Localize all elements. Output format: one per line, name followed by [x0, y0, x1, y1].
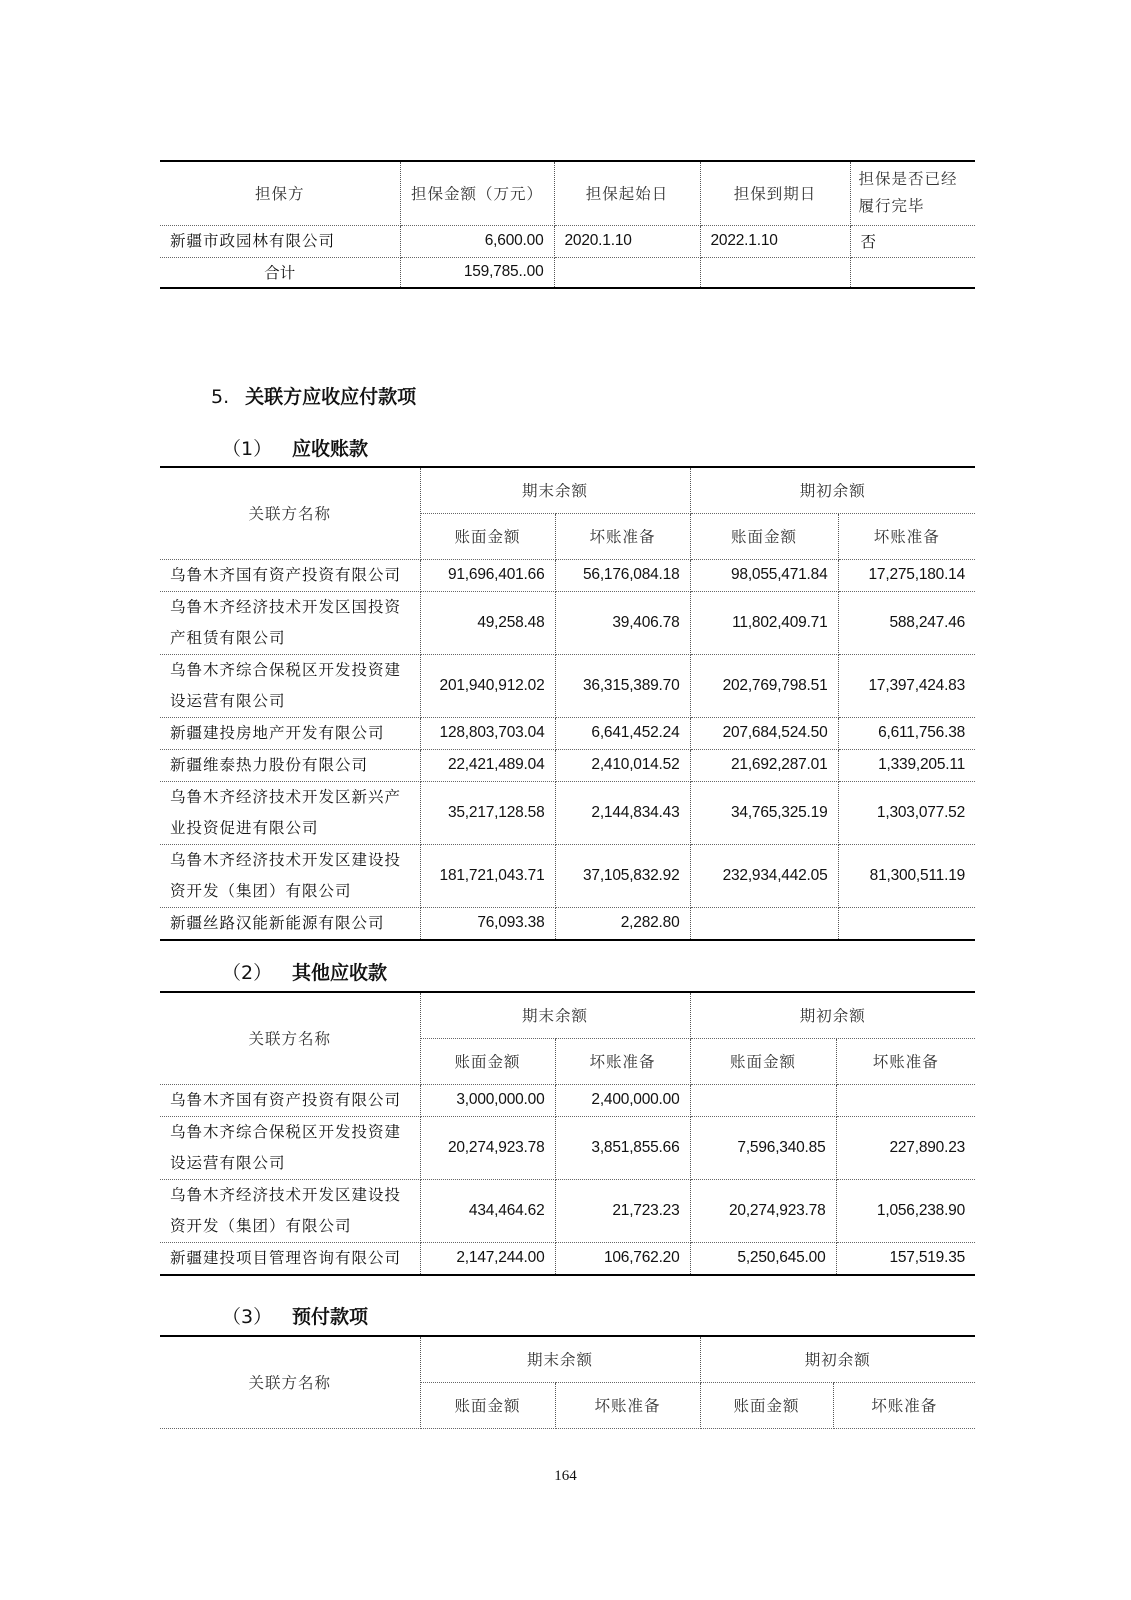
closing-book-amount: 128,803,703.04 — [420, 717, 555, 749]
related-party-name: 新疆丝路汉能新能源有限公司 — [160, 907, 420, 940]
opening-bad-debt: 81,300,511.19 — [838, 844, 975, 907]
table-row — [160, 844, 975, 907]
section-number: 5. — [211, 386, 230, 408]
related-party-name: 乌鲁木齐经济技术开发区新兴产业投资促进有限公司 — [160, 781, 420, 844]
guarantee-start: 2020.1.10 — [554, 225, 700, 257]
header-start-date: 担保起始日 — [554, 161, 700, 225]
closing-book-amount: 35,217,128.58 — [420, 781, 555, 844]
header-closing-balance: 期末余额 — [420, 1336, 700, 1382]
header-closing-bad-debt: 坏账准备 — [555, 1038, 690, 1084]
opening-book-amount — [690, 907, 838, 940]
subsection-number: （1） — [222, 438, 273, 460]
closing-book-amount: 76,093.38 — [420, 907, 555, 940]
related-party-name: 乌鲁木齐国有资产投资有限公司 — [160, 1084, 420, 1116]
header-opening-balance: 期初余额 — [690, 467, 975, 513]
related-party-name: 乌鲁木齐经济技术开发区建设投资开发（集团）有限公司 — [160, 1179, 420, 1242]
closing-book-amount: 2,147,244.00 — [420, 1242, 555, 1275]
guarantee-table — [160, 160, 975, 289]
header-opening-balance: 期初余额 — [700, 1336, 975, 1382]
related-party-name: 新疆维泰热力股份有限公司 — [160, 749, 420, 781]
related-party-name: 乌鲁木齐经济技术开发区国投资产租赁有限公司 — [160, 591, 420, 654]
closing-bad-debt: 2,144,834.43 — [555, 781, 690, 844]
closing-book-amount: 181,721,043.71 — [420, 844, 555, 907]
prepayments-table — [160, 1335, 975, 1429]
closing-bad-debt: 106,762.20 — [555, 1242, 690, 1275]
opening-bad-debt: 1,339,205.11 — [838, 749, 975, 781]
subsection-title: 预付款项 — [292, 1306, 369, 1328]
opening-bad-debt: 6,611,756.38 — [838, 717, 975, 749]
table-row — [160, 1084, 975, 1116]
closing-bad-debt: 2,410,014.52 — [555, 749, 690, 781]
closing-book-amount: 20,274,923.78 — [420, 1116, 555, 1179]
closing-bad-debt: 39,406.78 — [555, 591, 690, 654]
opening-bad-debt: 17,275,180.14 — [838, 559, 975, 591]
closing-book-amount: 22,421,489.04 — [420, 749, 555, 781]
opening-bad-debt: 17,397,424.83 — [838, 654, 975, 717]
header-end-date: 担保到期日 — [700, 161, 850, 225]
header-related-party: 关联方名称 — [160, 992, 420, 1084]
opening-book-amount: 34,765,325.19 — [690, 781, 838, 844]
related-party-name: 新疆建投房地产开发有限公司 — [160, 717, 420, 749]
opening-bad-debt: 588,247.46 — [838, 591, 975, 654]
section-heading — [211, 382, 416, 409]
table-row — [160, 717, 975, 749]
table-row — [160, 591, 975, 654]
page-number: 164 — [554, 1468, 577, 1484]
table-row — [160, 559, 975, 591]
receivables-table — [160, 466, 975, 941]
closing-bad-debt: 3,851,855.66 — [555, 1116, 690, 1179]
section-title: 关联方应收应付款项 — [245, 386, 417, 408]
header-opening-balance: 期初余额 — [690, 992, 975, 1038]
opening-book-amount: 232,934,442.05 — [690, 844, 838, 907]
opening-bad-debt — [836, 1084, 975, 1116]
closing-bad-debt: 37,105,832.92 — [555, 844, 690, 907]
subsection-heading-prepayments — [222, 1302, 368, 1329]
opening-bad-debt: 1,056,238.90 — [836, 1179, 975, 1242]
table-row — [160, 1242, 975, 1275]
opening-book-amount: 11,802,409.71 — [690, 591, 838, 654]
guarantee-amount: 6,600.00 — [400, 225, 554, 257]
opening-book-amount: 21,692,287.01 — [690, 749, 838, 781]
total-row — [160, 257, 975, 288]
related-party-name: 乌鲁木齐综合保税区开发投资建设运营有限公司 — [160, 654, 420, 717]
opening-bad-debt — [838, 907, 975, 940]
subsection-heading-other-receivables — [222, 958, 387, 985]
header-opening-bad-debt: 坏账准备 — [836, 1038, 975, 1084]
header-opening-book: 账面金额 — [700, 1382, 833, 1428]
header-opening-book: 账面金额 — [690, 1038, 836, 1084]
guarantor-name: 新疆市政园林有限公司 — [160, 225, 400, 257]
opening-book-amount: 207,684,524.50 — [690, 717, 838, 749]
header-closing-bad-debt: 坏账准备 — [555, 1382, 700, 1428]
closing-bad-debt: 2,400,000.00 — [555, 1084, 690, 1116]
closing-book-amount: 49,258.48 — [420, 591, 555, 654]
opening-bad-debt: 227,890.23 — [836, 1116, 975, 1179]
closing-book-amount: 91,696,401.66 — [420, 559, 555, 591]
table-row — [160, 907, 975, 940]
header-closing-book: 账面金额 — [420, 513, 555, 559]
subsection-number: （2） — [222, 962, 273, 984]
closing-bad-debt: 2,282.80 — [555, 907, 690, 940]
closing-book-amount: 3,000,000.00 — [420, 1084, 555, 1116]
opening-bad-debt: 1,303,077.52 — [838, 781, 975, 844]
guarantee-end: 2022.1.10 — [700, 225, 850, 257]
header-opening-bad-debt: 坏账准备 — [838, 513, 975, 559]
closing-bad-debt: 36,315,389.70 — [555, 654, 690, 717]
header-amount: 担保金额（万元） — [400, 161, 554, 225]
header-related-party: 关联方名称 — [160, 467, 420, 559]
table-row — [160, 1116, 975, 1179]
total-label: 合计 — [160, 257, 400, 288]
other-receivables-table — [160, 991, 975, 1276]
subsection-title: 应收账款 — [292, 438, 369, 460]
subsection-title: 其他应收款 — [292, 962, 388, 984]
closing-book-amount: 201,940,912.02 — [420, 654, 555, 717]
related-party-name: 乌鲁木齐国有资产投资有限公司 — [160, 559, 420, 591]
closing-bad-debt: 21,723.23 — [555, 1179, 690, 1242]
header-guarantor: 担保方 — [160, 161, 400, 225]
subsection-number: （3） — [222, 1306, 273, 1328]
table-row — [160, 749, 975, 781]
header-closing-balance: 期末余额 — [420, 992, 690, 1038]
guarantee-fulfilled: 否 — [850, 225, 975, 257]
opening-bad-debt: 157,519.35 — [836, 1242, 975, 1275]
opening-book-amount: 7,596,340.85 — [690, 1116, 836, 1179]
header-closing-bad-debt: 坏账准备 — [555, 513, 690, 559]
table-row — [160, 781, 975, 844]
table-row — [160, 225, 975, 257]
table-row — [160, 1179, 975, 1242]
closing-book-amount: 434,464.62 — [420, 1179, 555, 1242]
header-closing-balance: 期末余额 — [420, 467, 690, 513]
subsection-heading-receivables — [222, 434, 368, 461]
header-opening-bad-debt: 坏账准备 — [833, 1382, 975, 1428]
total-amount: 159,785..00 — [400, 257, 554, 288]
header-closing-book: 账面金额 — [420, 1038, 555, 1084]
header-related-party: 关联方名称 — [160, 1336, 420, 1428]
header-fulfilled: 担保是否已经履行完毕 — [850, 161, 975, 225]
closing-bad-debt: 6,641,452.24 — [555, 717, 690, 749]
opening-book-amount: 202,769,798.51 — [690, 654, 838, 717]
opening-book-amount: 20,274,923.78 — [690, 1179, 836, 1242]
header-opening-book: 账面金额 — [690, 513, 838, 559]
closing-bad-debt: 56,176,084.18 — [555, 559, 690, 591]
header-closing-book: 账面金额 — [420, 1382, 555, 1428]
related-party-name: 乌鲁木齐综合保税区开发投资建设运营有限公司 — [160, 1116, 420, 1179]
opening-book-amount — [690, 1084, 836, 1116]
opening-book-amount: 5,250,645.00 — [690, 1242, 836, 1275]
table-row — [160, 654, 975, 717]
opening-book-amount: 98,055,471.84 — [690, 559, 838, 591]
related-party-name: 乌鲁木齐经济技术开发区建设投资开发（集团）有限公司 — [160, 844, 420, 907]
related-party-name: 新疆建投项目管理咨询有限公司 — [160, 1242, 420, 1275]
